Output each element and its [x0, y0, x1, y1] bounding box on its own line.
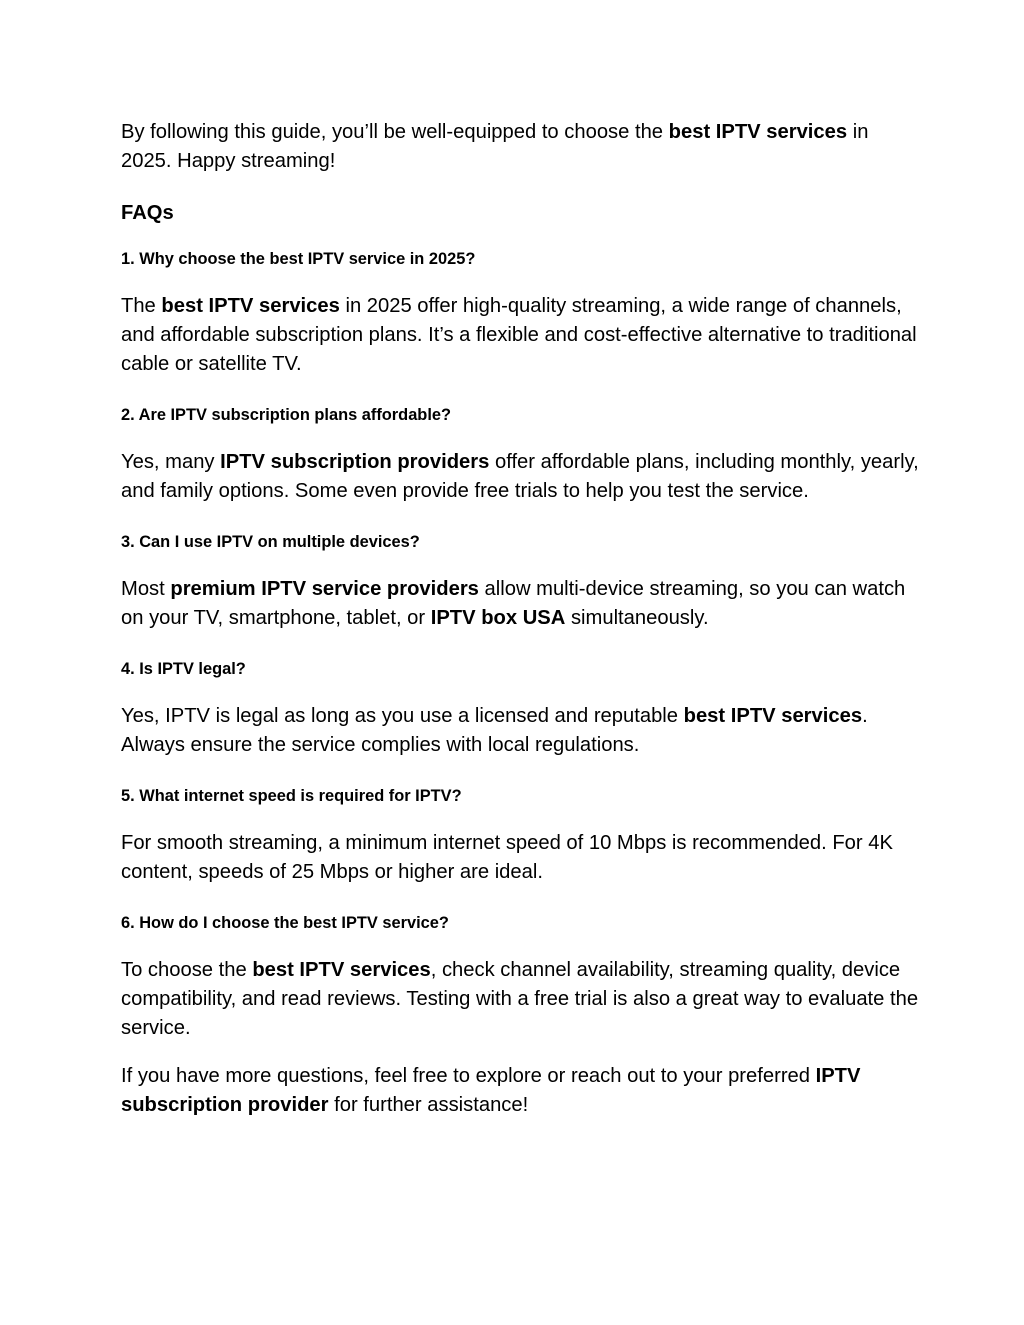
intro-bold-1: best IPTV services [668, 121, 848, 143]
closing-text-2: for further assistance! [328, 1094, 529, 1116]
intro-text-1: By following this guide, you’ll be well-equipped to choose the [121, 121, 669, 143]
faq-answer-3 [121, 575, 921, 633]
faq-answer-3-text-1: Most [121, 578, 171, 600]
faq-answer-3-text-2: allow multi-device streaming, so you can watch on your TV, smartphone, tablet, or [121, 578, 906, 629]
faq-answer-2-bold-1: IPTV subscription providers [220, 451, 490, 473]
closing-text-1: If you have more questions, feel free to explore or reach out to your preferred [121, 1065, 816, 1087]
closing-paragraph [121, 1062, 921, 1120]
faq-answer-3-text-3: simultaneously. [565, 607, 709, 629]
closing-bold-1: IPTV subscription provider [121, 1065, 861, 1116]
faq-question-6: 6. How do I choose the best IPTV service? [121, 914, 449, 932]
faq-answer-3-bold-1: premium IPTV service providers [170, 578, 479, 600]
faq-answer-4-text-2: . Always ensure the service complies with local regulations. [121, 705, 868, 756]
faq-question-1: 1. Why choose the best IPTV service in 2025? [121, 250, 476, 268]
faq-answer-6-text-2: , check channel availability, streaming quality, device compatibility, and read reviews. Testing with a free trial is also a great way to evaluate the service. [121, 959, 919, 1039]
faq-answer-5-text-1: For smooth streaming, a minimum internet speed of 10 Mbps is recommended. For 4K content, speeds of 25 Mbps or higher are ideal. [121, 832, 893, 883]
faq-question-5: 5. What internet speed is required for IPTV? [121, 787, 462, 805]
faq-answer-4-text-1: Yes, IPTV is legal as long as you use a licensed and reputable [121, 705, 684, 727]
faq-answer-2 [121, 448, 921, 506]
intro-paragraph [121, 118, 921, 176]
faq-answer-6 [121, 956, 921, 1043]
faq-answer-1-text-1: The [121, 295, 162, 317]
faq-question-4: 4. Is IPTV legal? [121, 660, 246, 678]
intro-text-2: in 2025. Happy streaming! [121, 121, 869, 172]
faq-answer-1-bold-1: best IPTV services [161, 295, 340, 317]
faq-answer-4 [121, 702, 921, 760]
faq-answer-2-text-2: offer affordable plans, including monthly, yearly, and family options. Some even provide free trials to help you test the service. [121, 451, 919, 502]
faq-answer-6-bold-1: best IPTV services [252, 959, 431, 981]
faq-answer-6-text-1: To choose the [121, 959, 253, 981]
document-page [121, 118, 921, 1120]
faq-answer-1-text-2: in 2025 offer high-quality streaming, a wide range of channels, and affordable subscription plans. It’s a flexible and cost-effective alternative to traditional cable or satellite TV. [121, 295, 917, 375]
faq-answer-2-text-1: Yes, many [121, 451, 221, 473]
faq-answer-3-bold-2: IPTV box USA [430, 607, 566, 629]
faq-question-2: 2. Are IPTV subscription plans affordable? [121, 406, 451, 424]
faq-question-3: 3. Can I use IPTV on multiple devices? [121, 533, 420, 551]
faq-answer-1 [121, 292, 921, 379]
faq-answer-5 [121, 829, 921, 887]
faq-heading: FAQs [121, 202, 174, 224]
faq-answer-4-bold-1: best IPTV services [683, 705, 863, 727]
